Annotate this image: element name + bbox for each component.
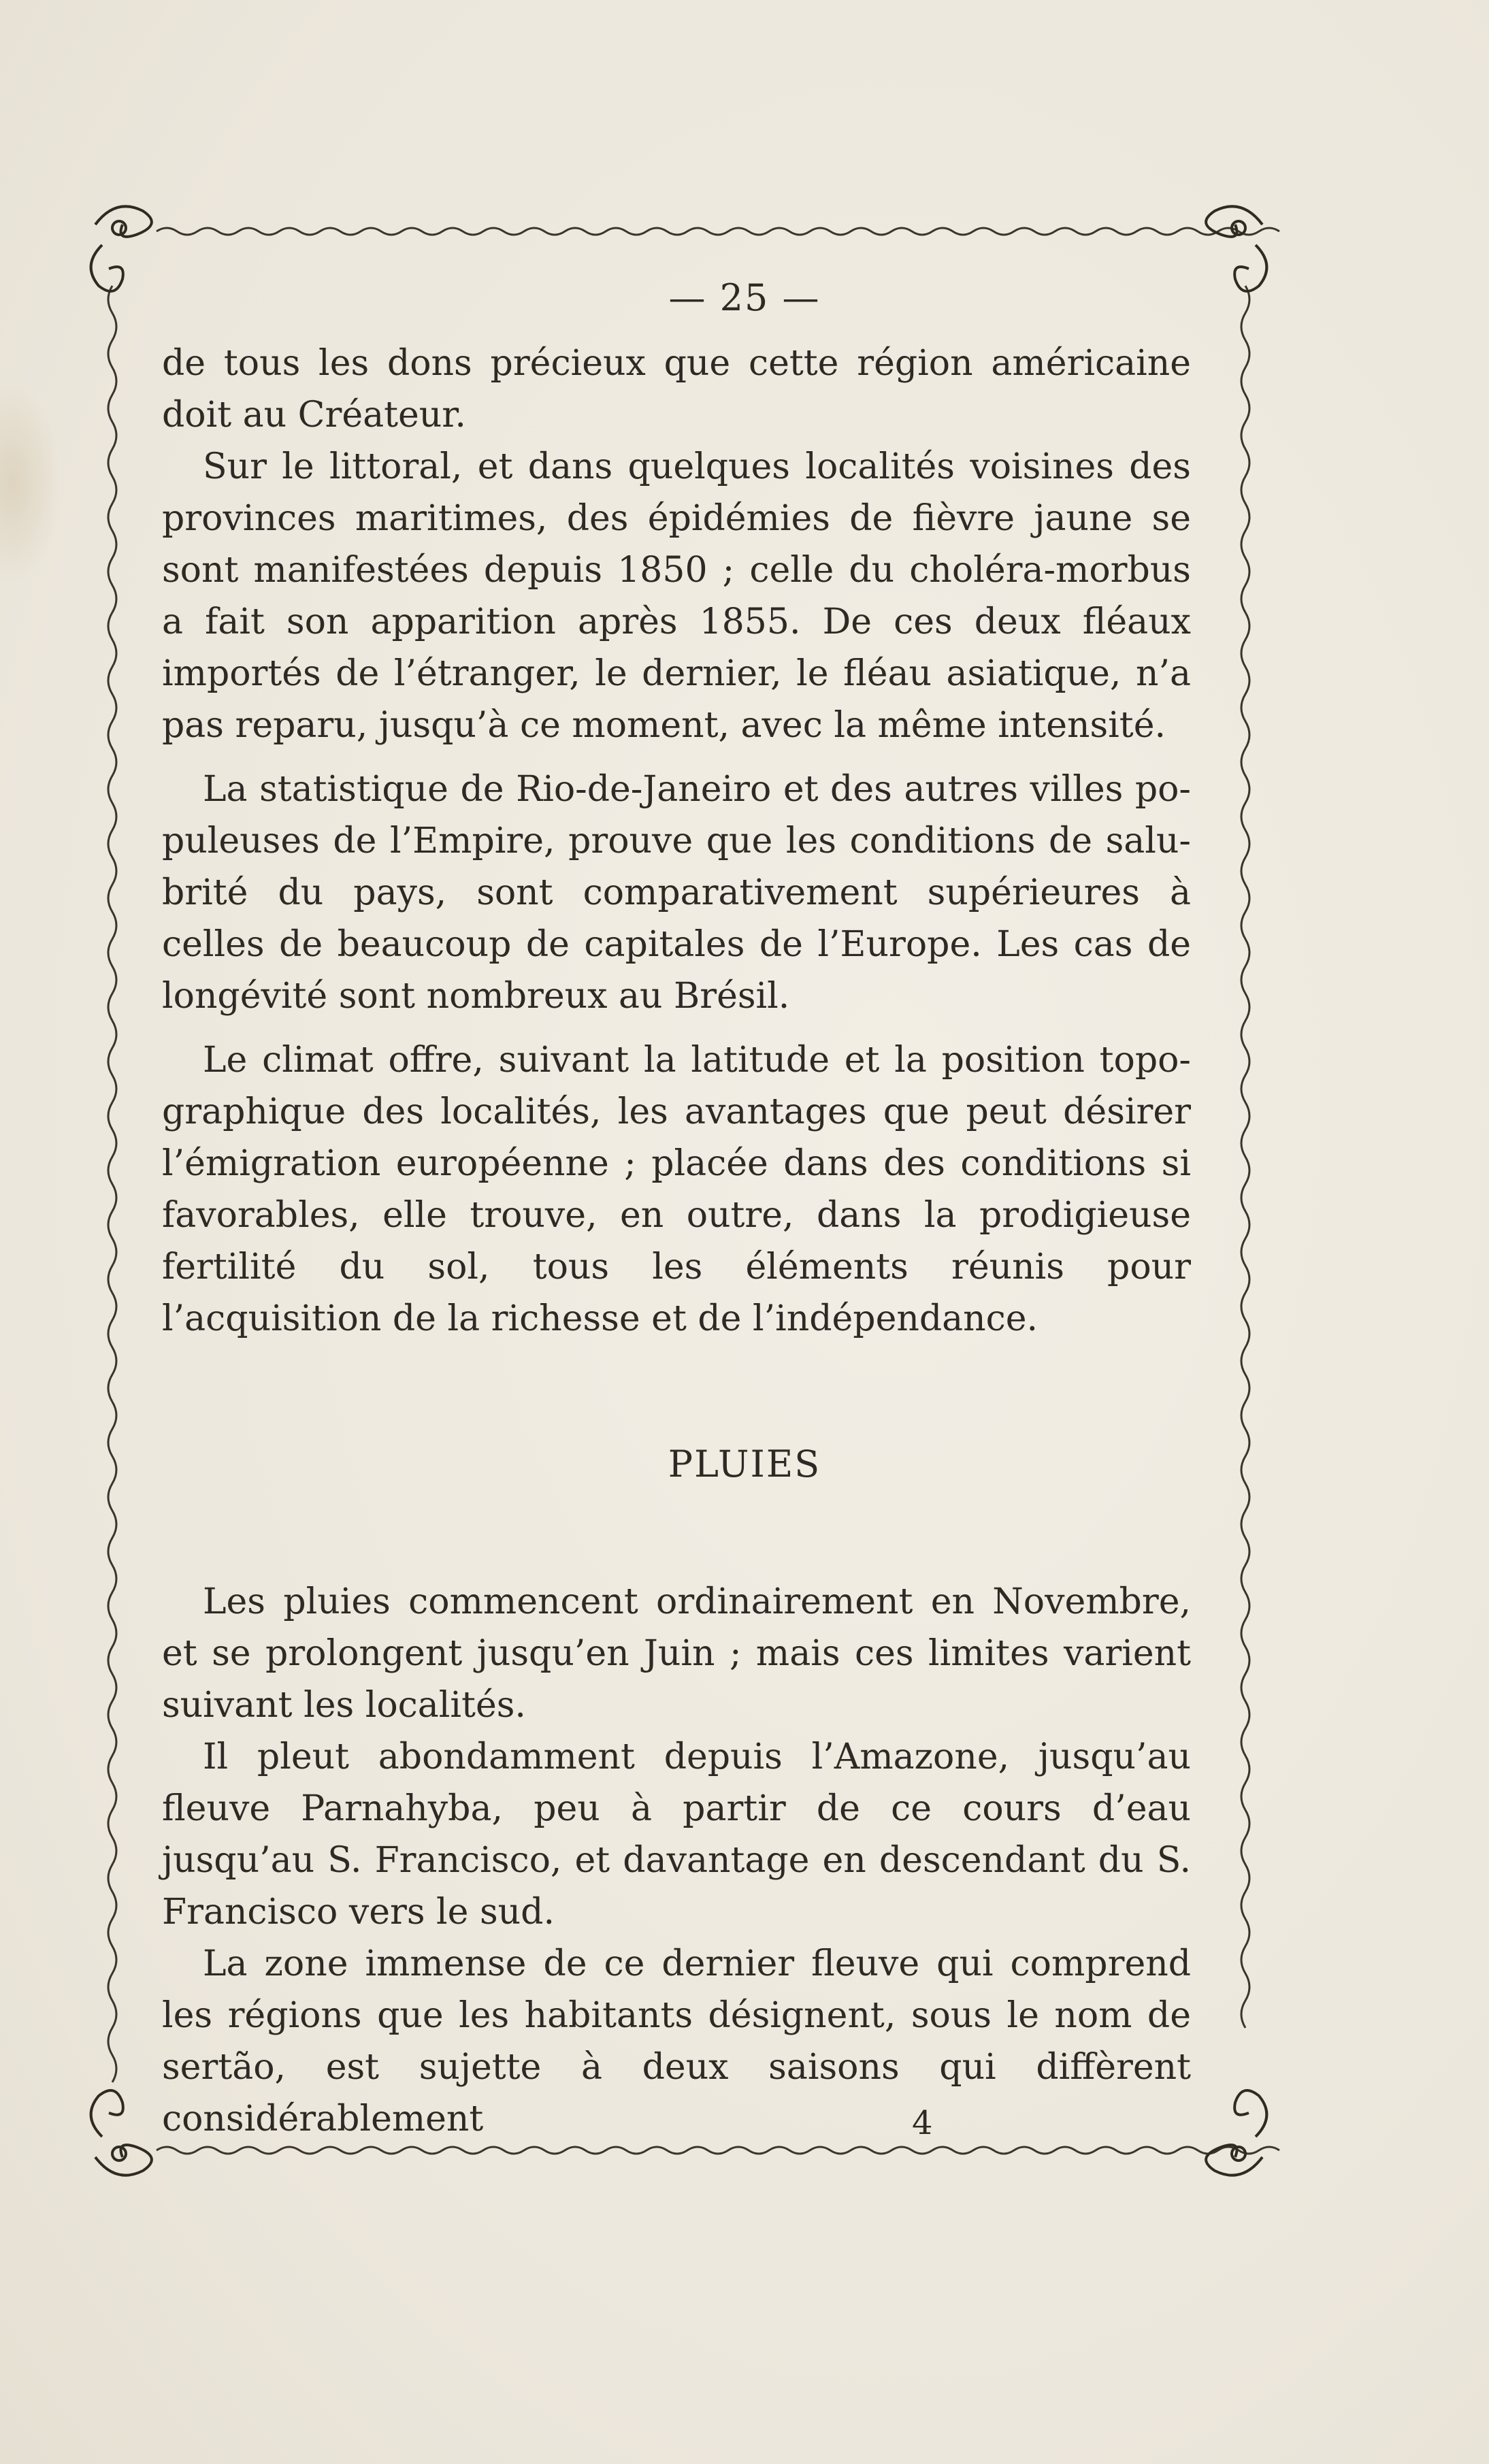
paragraph-rain-regions: Il pleut abondamment depuis l’Amazone, jusqu’au fleuve Parnahyba, peu à partir de ce cours d’eau jusqu’au S. Francisco, et davantage en descendant du S. Francisco vers le sud.: [162, 1737, 1191, 1933]
paragraph-sertao: La zone immense de ce dernier fleuve qui comprend les régions que les habitants désignent, sous le nom de sertão, est sujette à deux saisons qui diffèrent considérablement: [162, 1943, 1191, 2139]
paragraph-continuation: de tous les dons précieux que cette région américaine doit au Créateur.: [162, 343, 1191, 436]
body-section-2: [162, 1576, 1191, 2145]
body-section-1: [162, 338, 1191, 1345]
paragraph-epidemics: Sur le littoral, et dans quelques localités voisines des provinces maritimes, des épidémies de fièvre jaune se sont manifestées depuis 1850 ; celle du choléra-morbus a fait son apparition après 1855. De ces deux fléaux importés de l’étranger, le dernier, le fléau asiatique, n’a pas reparu, jusqu’à ce moment, avec la même intensité.: [162, 446, 1191, 746]
corner-ornament-bottom-left: [91, 2090, 152, 2175]
right-border-rule: [1241, 286, 1249, 2028]
paragraph-statistics: La statistique de Rio-de-Janeiro et des autres villes populeuses de l’Empire, prouve que les conditions de salubrité du pays, sont comparativement supérieures à celles de beaucoup de capitales de l’Europe. Les cas de longévité sont nombreux au Brésil.: [162, 769, 1191, 1017]
signature-mark: 4: [912, 2104, 933, 2142]
section-heading: PLUIES: [668, 1443, 821, 1485]
page-number: — 25 —: [668, 276, 821, 319]
corner-ornament-bottom-right: [1206, 2090, 1266, 2175]
left-border-rule: [108, 286, 116, 2082]
top-border-rule: [157, 228, 1279, 235]
bottom-border-rule: [157, 2147, 1279, 2154]
paragraph-climate: Le climat offre, suivant la latitude et la position topographique des localités, les avantages que peut désirer l’émigration européenne ; placée dans des conditions si favorables, elle trouve, en outre, dans la prodigieuse fertilité du sol, tous les éléments réunis pour l’acquisition de la richesse et de l’indépendance.: [162, 1040, 1191, 1339]
paragraph-rain-season: Les pluies commencent ordinairement en Novembre, et se prolongent jusqu’en Juin ; mais ces limites varient suivant les localités.: [162, 1581, 1191, 1726]
